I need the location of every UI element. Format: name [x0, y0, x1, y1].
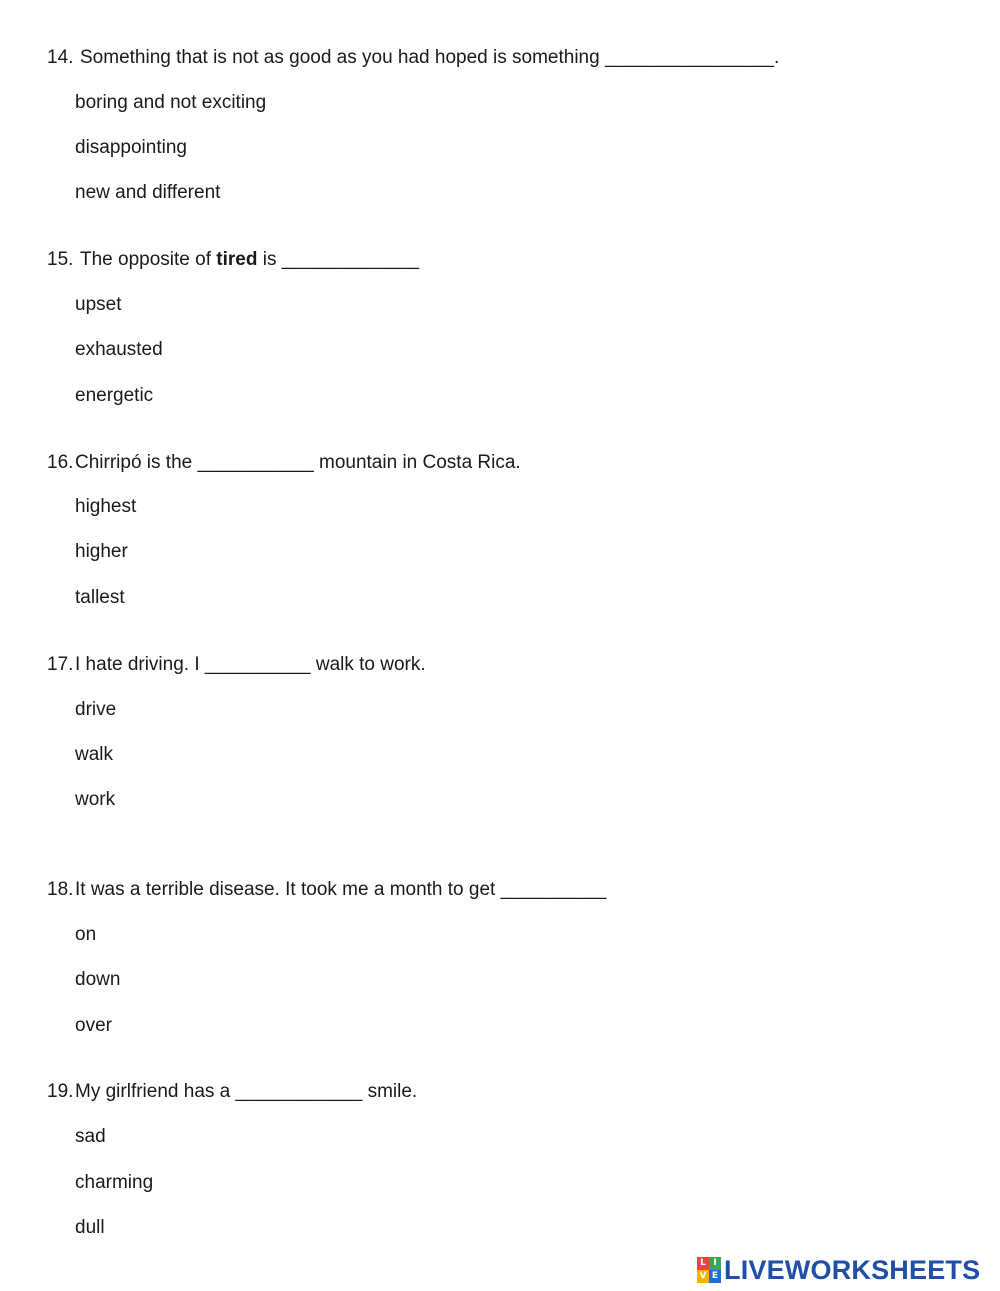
- question-text: It was a terrible disease. It took me a month to get __________: [75, 879, 607, 900]
- question-stem: [47, 452, 521, 474]
- answer-option[interactable]: upset: [75, 294, 122, 315]
- answer-option[interactable]: down: [75, 969, 121, 990]
- answer-option[interactable]: tallest: [75, 587, 125, 608]
- answer-option[interactable]: work: [75, 789, 116, 810]
- logo-mark-letter: E: [709, 1270, 721, 1283]
- answer-option[interactable]: sad: [75, 1126, 106, 1147]
- question-text: My girlfriend has a ____________ smile.: [75, 1081, 418, 1102]
- logo-mark-letter: V: [697, 1270, 709, 1283]
- question-text: I hate driving. I __________ walk to work.: [75, 654, 426, 675]
- question-bold-word: tired: [216, 249, 258, 270]
- answer-option[interactable]: exhausted: [75, 339, 163, 360]
- question-text: Chirripó is the ___________ mountain in Costa Rica.: [75, 452, 521, 473]
- question-stem: [47, 249, 419, 271]
- answer-option[interactable]: dull: [75, 1217, 105, 1238]
- question-number: 18.: [47, 879, 74, 900]
- liveworksheets-logo: [697, 1255, 980, 1285]
- answer-option[interactable]: over: [75, 1015, 112, 1036]
- answer-option[interactable]: boring and not exciting: [75, 92, 267, 113]
- answer-option[interactable]: disappointing: [75, 137, 187, 158]
- answer-option[interactable]: on: [75, 924, 97, 945]
- question-text-after: ________________.: [599, 47, 780, 68]
- live-logo-icon: [697, 1257, 721, 1283]
- question-number: 17.: [47, 654, 74, 675]
- question-stem: [47, 1081, 417, 1103]
- logo-text: LIVEWORKSHEETS: [724, 1255, 981, 1285]
- answer-option[interactable]: higher: [75, 541, 128, 562]
- answer-option[interactable]: walk: [75, 744, 114, 765]
- logo-mark-letter: I: [709, 1257, 721, 1270]
- answer-option[interactable]: new and different: [75, 182, 221, 203]
- question-stem: [47, 47, 779, 69]
- answer-option[interactable]: energetic: [75, 385, 154, 406]
- question-stem: [47, 654, 426, 676]
- answer-option[interactable]: highest: [75, 496, 137, 517]
- question-number: 15.: [47, 249, 74, 270]
- logo-mark-letter: L: [697, 1257, 709, 1270]
- question-text: The opposite of: [80, 249, 217, 270]
- answer-option[interactable]: charming: [75, 1172, 154, 1193]
- question-stem: [47, 879, 606, 901]
- question-number: 16.: [47, 452, 74, 473]
- question-text: Something that is not as good as you had hoped is something: [80, 47, 600, 68]
- answer-option[interactable]: drive: [75, 699, 117, 720]
- question-number: 14.: [47, 47, 74, 68]
- question-text-after: is _____________: [257, 249, 420, 270]
- question-number: 19.: [47, 1081, 74, 1102]
